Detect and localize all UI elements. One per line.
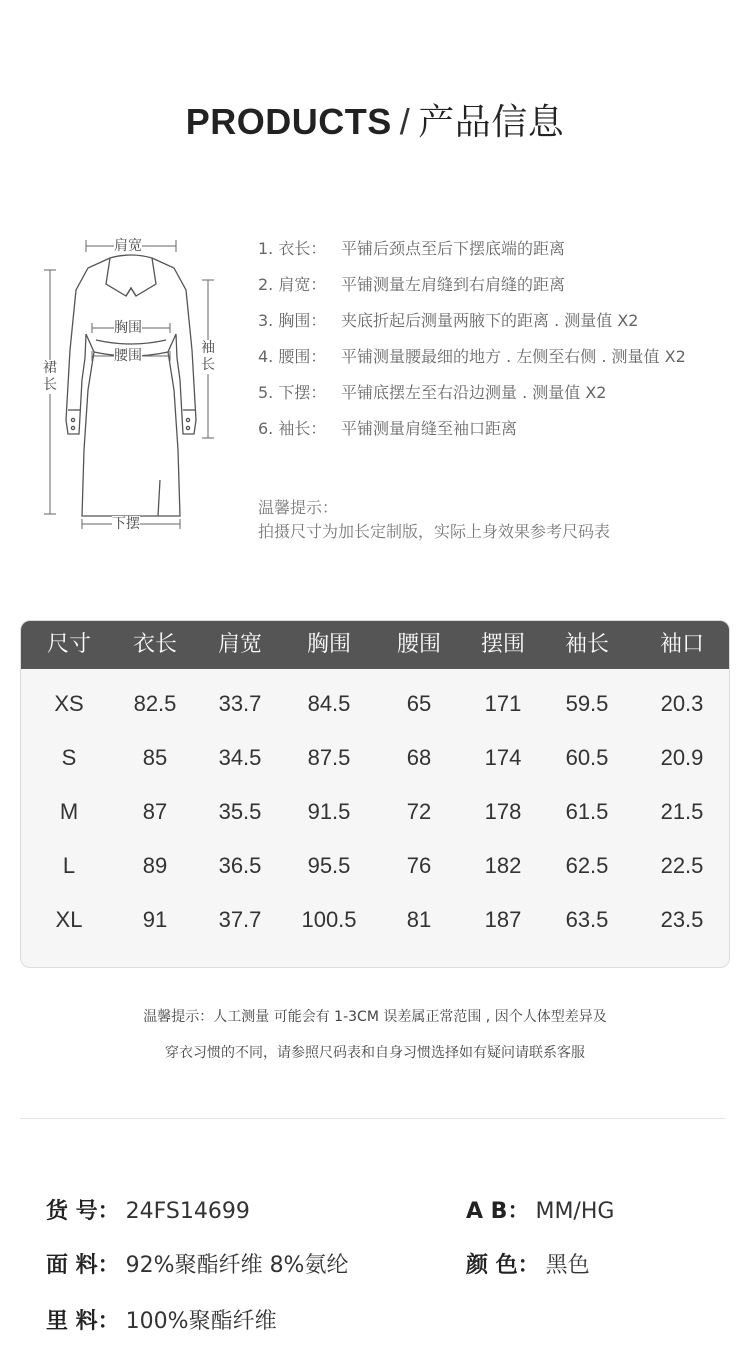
table-cell: L: [62, 853, 76, 878]
diagram-label-hem: 下摆: [112, 516, 140, 532]
table-cell: 87: [142, 799, 168, 824]
measurement-item: 3. 胸围： 夹底折起后测量两腋下的距离 . 测量值 X2: [258, 311, 639, 330]
measurement-guide: [258, 236, 686, 452]
title-en: PRODUCTS: [185, 101, 392, 142]
table-cell: 20.9: [660, 745, 704, 770]
table-cell: 22.5: [660, 853, 704, 878]
header-cell: 衣长: [132, 632, 177, 657]
size-table: [20, 620, 730, 968]
measurement-item: 1. 衣长： 平铺后颈点至后下摆底端的距离: [258, 239, 566, 258]
table-cell: 84.5: [307, 691, 351, 716]
diagram-label-length: 裙 长: [43, 360, 57, 393]
table-cell: 72: [406, 799, 432, 824]
table-cell: 178: [484, 799, 522, 824]
table-cell: 85: [142, 745, 168, 770]
table-cell: 100.5: [301, 907, 357, 932]
table-cell: 68: [406, 745, 432, 770]
note-line: 温馨提示：人工测量 可能会有 1-3CM 误差属正常范围 , 因个人体型差异及: [143, 1009, 607, 1025]
header-cell: 摆围: [480, 632, 525, 657]
table-row: [21, 677, 729, 731]
table-cell: 171: [484, 691, 522, 716]
table-cell: 34.5: [218, 745, 262, 770]
section-divider: [20, 1118, 726, 1119]
spec-item-no: 货 号： 24FS14699: [46, 1199, 250, 1224]
page-title: [0, 94, 750, 145]
table-cell: 37.7: [218, 907, 262, 932]
size-table-header: [21, 621, 729, 669]
table-cell: 65: [406, 691, 432, 716]
table-cell: 76: [406, 853, 432, 878]
diagram-label-chest: 胸围: [114, 320, 142, 336]
measurement-item: 5. 下摆： 平铺底摆左至右沿边测量 . 测量值 X2: [258, 383, 607, 402]
table-cell: 60.5: [565, 745, 609, 770]
table-cell: XL: [55, 907, 83, 932]
measurement-item: 2. 肩宽： 平铺测量左肩缝到右肩缝的距离: [258, 275, 566, 294]
spec-color: 颜 色： 黑色: [466, 1253, 590, 1278]
diagram-label-sleeve: 袖 长: [201, 340, 215, 373]
header-cell: 腰围: [396, 632, 441, 657]
table-cell: 61.5: [565, 799, 609, 824]
table-cell: M: [59, 799, 79, 824]
table-cell: 63.5: [565, 907, 609, 932]
table-cell: S: [61, 745, 77, 770]
table-cell: 91.5: [307, 799, 351, 824]
size-table-body: [21, 669, 729, 947]
diagram-label-waist: 腰围: [114, 348, 142, 364]
table-cell: 23.5: [660, 907, 704, 932]
spec-ab: A B： MM/HG: [466, 1199, 615, 1224]
dress-measurement-diagram: [30, 230, 230, 540]
table-row: [21, 839, 729, 893]
table-cell: 59.5: [565, 691, 609, 716]
table-cell: 35.5: [218, 799, 262, 824]
table-cell: 91: [142, 907, 168, 932]
table-cell: 33.7: [218, 691, 262, 716]
table-cell: XS: [54, 691, 84, 716]
table-cell: 82.5: [133, 691, 177, 716]
measurement-notes: [0, 1006, 750, 1078]
header-cell: 尺寸: [46, 632, 91, 657]
table-row: [21, 731, 729, 785]
table-cell: 89: [142, 853, 168, 878]
title-cn: 产品信息: [418, 102, 565, 143]
diagram-label-shoulder: 肩宽: [114, 238, 142, 254]
header-cell: 袖口: [659, 632, 704, 657]
table-cell: 36.5: [218, 853, 262, 878]
table-cell: 87.5: [307, 745, 351, 770]
header-cell: 胸围: [306, 632, 351, 657]
title-separator: /: [399, 101, 411, 142]
table-cell: 20.3: [660, 691, 704, 716]
measurement-item: 6. 袖长： 平铺测量肩缝至袖口距离: [258, 419, 518, 438]
table-cell: 81: [406, 907, 432, 932]
table-cell: 95.5: [307, 853, 351, 878]
table-cell: 62.5: [565, 853, 609, 878]
spec-lining: 里 料： 100%聚酯纤维: [46, 1309, 277, 1334]
table-cell: 182: [484, 853, 522, 878]
table-row: [21, 893, 729, 947]
header-cell: 肩宽: [217, 632, 262, 657]
note-line: 穿衣习惯的不同，请参照尺码表和自身习惯选择如有疑问请联系客服: [165, 1045, 585, 1061]
spec-fabric: 面 料： 92%聚酯纤维 8%氨纶: [46, 1253, 349, 1278]
measurement-item: 4. 腰围： 平铺测量腰最细的地方 . 左侧至右侧 . 测量值 X2: [258, 347, 686, 366]
table-cell: 21.5: [660, 799, 704, 824]
tips-text: 拍摄尺寸为加长定制版，实际上身效果参考尺码表: [258, 522, 611, 541]
dress-outline-icon: [30, 230, 230, 540]
table-cell: 187: [484, 907, 522, 932]
tips-title: 温馨提示：: [258, 498, 339, 517]
table-row: [21, 785, 729, 839]
photo-tips: [258, 496, 610, 544]
table-cell: 174: [484, 745, 522, 770]
header-cell: 袖长: [564, 632, 609, 657]
